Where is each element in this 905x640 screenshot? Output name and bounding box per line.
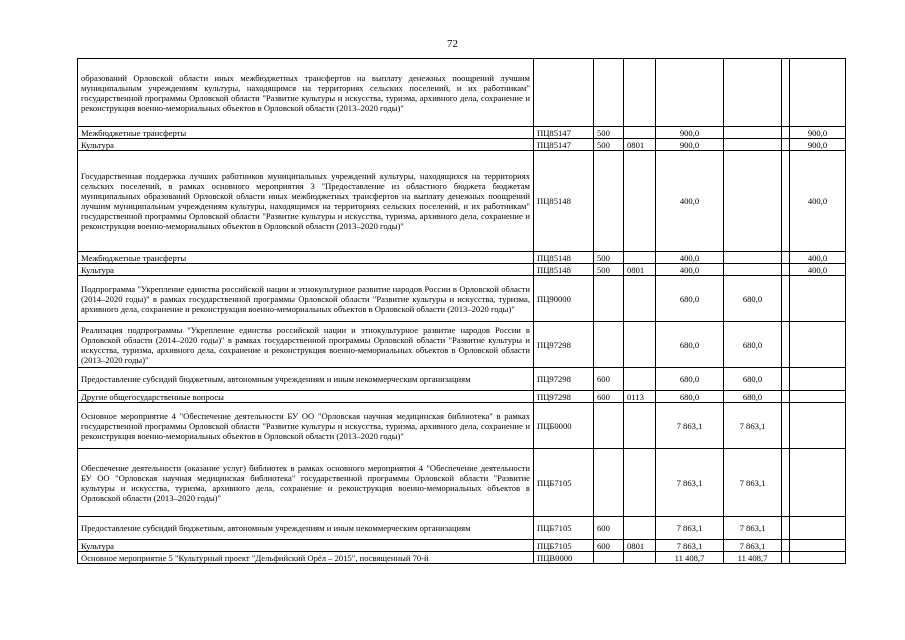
row-amount-2 <box>724 59 782 127</box>
row-amount-3 <box>782 252 790 264</box>
row-description: Культура <box>78 264 534 276</box>
row-description: Другие общегосударственные вопросы <box>78 391 534 403</box>
row-amount-3 <box>782 139 790 151</box>
row-amount-4 <box>790 552 846 564</box>
row-target-code: ПЦБ0000 <box>534 403 594 449</box>
row-amount-4 <box>790 517 846 540</box>
page-number: 72 <box>447 38 458 50</box>
row-target-code: ПЦБ7105 <box>534 540 594 552</box>
row-section-code <box>624 403 656 449</box>
row-section-code <box>624 322 656 368</box>
row-amount-4 <box>790 449 846 517</box>
row-expense-type: 500 <box>594 127 624 139</box>
row-amount-2 <box>724 139 782 151</box>
table-row <box>78 552 846 564</box>
row-section-code: 0801 <box>624 139 656 151</box>
row-description: Основное мероприятие 5 "Культурный проект "Дельфийский Орёл – 2015", посвященный 70-й <box>78 552 534 564</box>
table-row <box>78 403 846 449</box>
row-amount-3 <box>782 322 790 368</box>
row-expense-type <box>594 449 624 517</box>
row-section-code <box>624 276 656 322</box>
row-amount-4 <box>790 403 846 449</box>
row-amount-4: 400,0 <box>790 264 846 276</box>
row-amount-3 <box>782 449 790 517</box>
row-target-code: ПЦ97298 <box>534 391 594 403</box>
table-row <box>78 151 846 252</box>
row-target-code: ПЦ90000 <box>534 276 594 322</box>
table-row <box>78 540 846 552</box>
row-target-code: ПЦ85148 <box>534 264 594 276</box>
row-expense-type <box>594 151 624 252</box>
row-target-code <box>534 59 594 127</box>
row-amount-2: 7 863,1 <box>724 540 782 552</box>
row-amount-1: 680,0 <box>656 322 724 368</box>
row-description: Подпрограмма "Укрепление единства российской нации и этнокультурное развитие народов России в Орловской области (2014–2020 годы)" в рамках государственной программы Орловской области "Развитие культуры и искусства, туризма, архивного дела, сохранение и реконструкция военно-мемориальных объектов в Орловской области (2013–2020 годы)" <box>78 276 534 322</box>
row-expense-type: 600 <box>594 368 624 391</box>
row-amount-4 <box>790 276 846 322</box>
row-expense-type <box>594 322 624 368</box>
row-amount-4 <box>790 322 846 368</box>
row-amount-2: 680,0 <box>724 276 782 322</box>
row-section-code <box>624 151 656 252</box>
row-amount-1: 680,0 <box>656 368 724 391</box>
row-target-code: ПЦ85148 <box>534 151 594 252</box>
row-expense-type <box>594 59 624 127</box>
row-amount-3 <box>782 151 790 252</box>
row-section-code <box>624 127 656 139</box>
row-amount-3 <box>782 59 790 127</box>
table-row <box>78 59 846 127</box>
row-amount-1: 11 408,7 <box>656 552 724 564</box>
row-section-code: 0113 <box>624 391 656 403</box>
row-target-code: ПЦ85147 <box>534 139 594 151</box>
row-amount-3 <box>782 276 790 322</box>
row-description: Культура <box>78 139 534 151</box>
row-amount-1: 680,0 <box>656 276 724 322</box>
row-amount-4: 900,0 <box>790 127 846 139</box>
row-expense-type <box>594 552 624 564</box>
row-section-code <box>624 517 656 540</box>
row-amount-2: 7 863,1 <box>724 449 782 517</box>
table-row <box>78 276 846 322</box>
row-amount-2 <box>724 264 782 276</box>
row-description: образований Орловской области иных межбюджетных трансфертов на выплату денежных поощрений лучшим муниципальным учреждениям культуры, находящимся на территориях сельских поселений, и их работникам" государственной программы Орловской области "Развитие культуры и искусства, туризма, архивного дела, сохранение и реконструкция военно-мемориальных объектов в Орловской области (2013–2020 годы)" <box>78 59 534 127</box>
table-row <box>78 391 846 403</box>
row-expense-type: 500 <box>594 252 624 264</box>
row-expense-type: 600 <box>594 391 624 403</box>
row-amount-3 <box>782 127 790 139</box>
row-amount-1: 7 863,1 <box>656 403 724 449</box>
row-amount-3 <box>782 368 790 391</box>
row-target-code: ПЦВ0000 <box>534 552 594 564</box>
row-amount-4: 900,0 <box>790 139 846 151</box>
row-target-code: ПЦ85148 <box>534 252 594 264</box>
row-amount-1: 900,0 <box>656 139 724 151</box>
row-section-code <box>624 59 656 127</box>
row-amount-2 <box>724 127 782 139</box>
row-section-code <box>624 449 656 517</box>
row-expense-type: 600 <box>594 540 624 552</box>
row-amount-3 <box>782 264 790 276</box>
row-amount-3 <box>782 552 790 564</box>
table-row <box>78 368 846 391</box>
table-row <box>78 264 846 276</box>
row-amount-2: 11 408,7 <box>724 552 782 564</box>
row-amount-3 <box>782 391 790 403</box>
row-amount-3 <box>782 403 790 449</box>
row-description: Культура <box>78 540 534 552</box>
row-expense-type <box>594 276 624 322</box>
row-description: Предоставление субсидий бюджетным, автономным учреждениям и иным некоммерческим организациям <box>78 517 534 540</box>
row-section-code <box>624 368 656 391</box>
row-amount-1: 400,0 <box>656 264 724 276</box>
row-amount-2: 7 863,1 <box>724 403 782 449</box>
row-amount-3 <box>782 540 790 552</box>
row-target-code: ПЦБ7105 <box>534 449 594 517</box>
row-amount-3 <box>782 517 790 540</box>
row-description: Обеспечение деятельности (оказание услуг) библиотек в рамках основного мероприятия 4 "Обеспечение деятельности БУ ОО "Орловская научная медицинская библиотека" государственной программы Орловской области "Развитие культуры и искусства, туризма, архивного дела, сохранение и реконструкция военно-мемориальных объектов в Орловской области (2013–2020 годы)" <box>78 449 534 517</box>
row-amount-1 <box>656 59 724 127</box>
table-row <box>78 322 846 368</box>
row-expense-type <box>594 403 624 449</box>
row-amount-4: 400,0 <box>790 252 846 264</box>
row-section-code: 0801 <box>624 264 656 276</box>
row-amount-1: 400,0 <box>656 151 724 252</box>
row-amount-1: 680,0 <box>656 391 724 403</box>
row-amount-1: 7 863,1 <box>656 449 724 517</box>
row-description: Межбюджетные трансферты <box>78 127 534 139</box>
row-amount-2: 680,0 <box>724 368 782 391</box>
row-expense-type: 600 <box>594 517 624 540</box>
row-amount-1: 400,0 <box>656 252 724 264</box>
row-amount-4 <box>790 391 846 403</box>
row-amount-2 <box>724 252 782 264</box>
row-amount-1: 7 863,1 <box>656 517 724 540</box>
row-amount-2: 7 863,1 <box>724 517 782 540</box>
row-section-code <box>624 552 656 564</box>
table-row <box>78 449 846 517</box>
row-amount-2: 680,0 <box>724 391 782 403</box>
row-expense-type: 500 <box>594 139 624 151</box>
table-row <box>78 252 846 264</box>
table-row <box>78 127 846 139</box>
row-description: Межбюджетные трансферты <box>78 252 534 264</box>
row-description: Основное мероприятие 4 "Обеспечение деятельности БУ ОО "Орловская научная медицинская библиотека" в рамках государственной программы Орловской области "Развитие культуры и искусства, туризма, архивного дела, сохранение и реконструкция военно-мемориальных объектов в Орловской области (2013–2020 годы)" <box>78 403 534 449</box>
row-amount-4 <box>790 59 846 127</box>
row-section-code: 0801 <box>624 540 656 552</box>
row-amount-4 <box>790 540 846 552</box>
budget-table <box>77 58 846 564</box>
row-target-code: ПЦ85147 <box>534 127 594 139</box>
row-description: Предоставление субсидий бюджетным, автономным учреждениям и иным некоммерческим организациям <box>78 368 534 391</box>
row-section-code <box>624 252 656 264</box>
row-target-code: ПЦ97298 <box>534 322 594 368</box>
table-row <box>78 139 846 151</box>
row-description: Государственная поддержка лучших работников муниципальных учреждений культуры, находящихся на территориях сельских поселений, в рамках основного мероприятия 3 "Предоставление из областного бюджета бюджетам муниципальных образований Орловской области иных межбюджетных трансфертов на выплату денежных поощрений лучшим муниципальным учреждениям культуры, находящимся на территориях сельских поселений, и их работникам" государственной программы Орловской области "Развитие культуры и искусства, туризма, архивного дела, сохранение и реконструкция военно-мемориальных объектов в Орловской области (2013–2020 годы)" <box>78 151 534 252</box>
table-row <box>78 517 846 540</box>
row-amount-1: 7 863,1 <box>656 540 724 552</box>
row-amount-4 <box>790 368 846 391</box>
row-expense-type: 500 <box>594 264 624 276</box>
row-description: Реализация подпрограммы "Укрепление единства российской нации и этнокультурное развитие народов России в Орловской области (2014–2020 годы)" в рамках государственной программы Орловской области "Развитие культуры и искусства, туризма, архивного дела, сохранение и реконструкция военно-мемориальных объектов в Орловской области (2013–2020 годы)" <box>78 322 534 368</box>
row-amount-2 <box>724 151 782 252</box>
row-target-code: ПЦ97298 <box>534 368 594 391</box>
row-amount-4: 400,0 <box>790 151 846 252</box>
row-target-code: ПЦБ7105 <box>534 517 594 540</box>
row-amount-2: 680,0 <box>724 322 782 368</box>
row-amount-1: 900,0 <box>656 127 724 139</box>
